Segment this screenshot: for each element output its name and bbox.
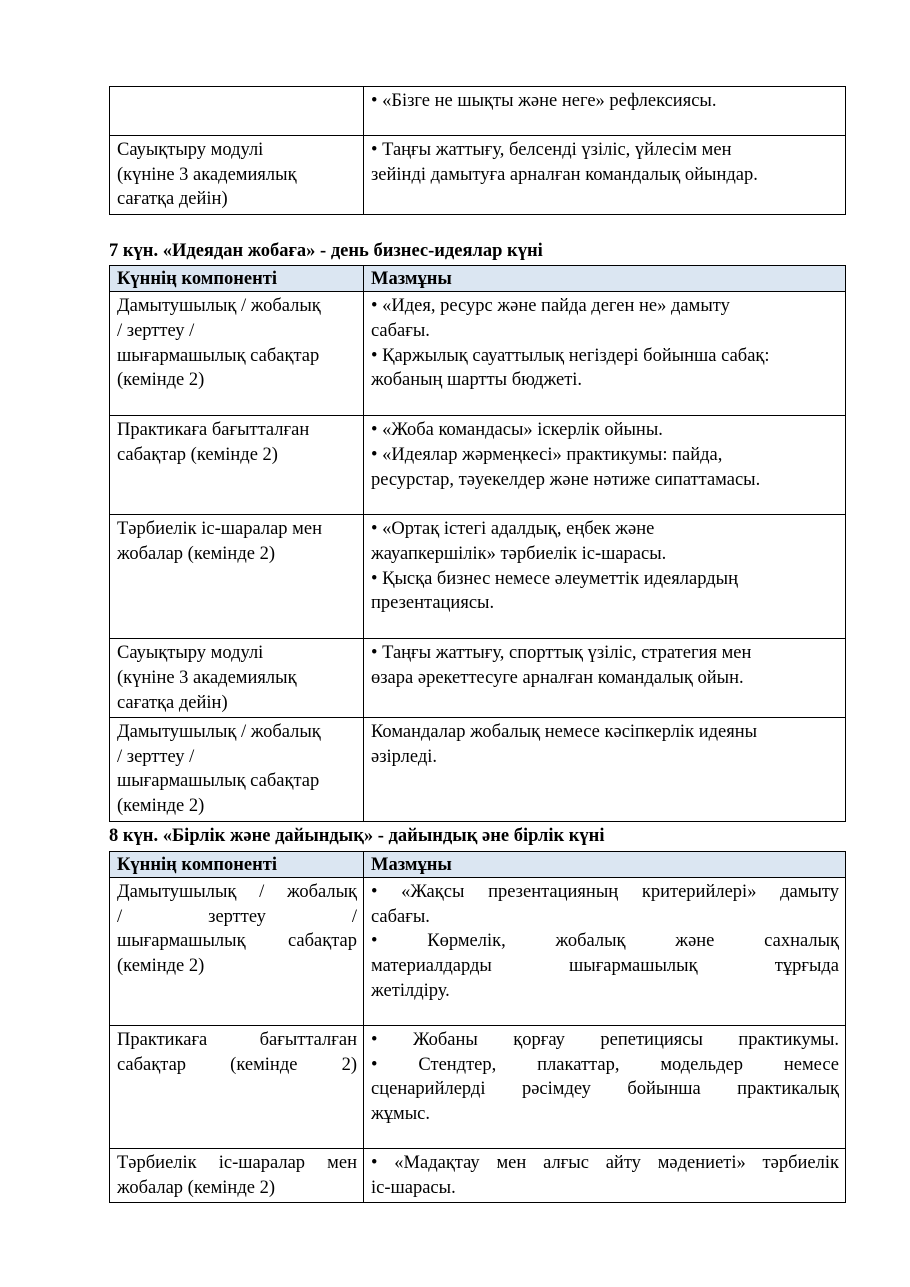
content-cell: • Таңғы жаттығу, спорттық үзіліс, стратегия мен өзара әрекеттесуге арналған командалық ойын.	[364, 639, 846, 718]
component-cell: Тәрбиелік іс-шаралар мен жобалар (кемінде 2)	[110, 515, 364, 639]
table-row	[110, 1149, 846, 1203]
content-cell: Командалар жобалық немесе кәсіпкерлік идеяны әзірледі.	[364, 718, 846, 821]
day8-heading: 8 күн. «Бірлік және дайындық» - дайындық әне бірлік күні	[109, 825, 605, 846]
document-page	[109, 86, 845, 1203]
content-cell: • Жобаны қорғау репетициясы практикумы. • Стендтер, плакаттар, модельдер немесе сценарийлерді рәсімдеу бойынша практикалық жұмыс.	[364, 1026, 846, 1149]
component-cell: Практикаға бағытталған сабақтар (кемінде 2)	[110, 1026, 364, 1149]
content-cell: • «Бізге не шықты және неге» рефлексиясы.	[364, 87, 846, 136]
component-cell: Дамытушылық / жобалық / зерттеу / шығармашылық сабақтар (кемінде 2)	[110, 292, 364, 416]
day7-table	[109, 265, 846, 822]
content-cell: • «Ортақ істегі адалдық, еңбек және жауапкершілік» тәрбиелік іс-шарасы. • Қысқа бизнес немесе әлеуметтік идеялардың презентациясы.	[364, 515, 846, 639]
top-table	[109, 86, 846, 215]
component-cell: Тәрбиелік іс-шаралар мен жобалар (кемінде 2)	[110, 1149, 364, 1203]
header-component: Күннің компоненті	[110, 851, 364, 878]
content-cell: • «Жақсы презентацияның критерийлері» дамыту сабағы. • Көрмелік, жобалық және сахналық материалдарды шығармашылық тұрғыда жетілдіру.	[364, 878, 846, 1026]
component-cell: Сауықтыру модулі (күніне 3 академиялық сағатқа дейін)	[110, 136, 364, 215]
content-cell: • Таңғы жаттығу, белсенді үзіліс, үйлесім мен зейінді дамытуға арналған командалық ойындар.	[364, 136, 846, 215]
content-cell: • «Мадақтау мен алғыс айту мәдениеті» тәрбиелік іс-шарасы.	[364, 1149, 846, 1203]
day7-heading: 7 күн. «Идеядан жобаға» - день бизнес-идеялар күні	[109, 240, 543, 261]
table-row	[110, 136, 846, 215]
content-cell: • «Идея, ресурс және пайда деген не» дамыту сабағы. • Қаржылық сауаттылық негіздері бойынша сабақ: жобаның шартты бюджеті.	[364, 292, 846, 416]
header-content: Мазмұны	[364, 851, 846, 878]
component-cell: Дамытушылық / жобалық / зерттеу / шығармашылық сабақтар (кемінде 2)	[110, 718, 364, 821]
header-component: Күннің компоненті	[110, 265, 364, 292]
table-row	[110, 1026, 846, 1149]
table-row	[110, 416, 846, 515]
table-row	[110, 292, 846, 416]
component-cell: Практикаға бағытталған сабақтар (кемінде 2)	[110, 416, 364, 515]
component-cell: Дамытушылық / жобалық / зерттеу / шығармашылық сабақтар (кемінде 2)	[110, 878, 364, 1026]
component-cell	[110, 87, 364, 136]
content-cell: • «Жоба командасы» іскерлік ойыны. • «Идеялар жәрмеңкесі» практикумы: пайда, ресурстар, тәуекелдер және нәтиже сипаттамасы.	[364, 416, 846, 515]
table-header-row	[110, 265, 846, 292]
table-row	[110, 639, 846, 718]
header-content: Мазмұны	[364, 265, 846, 292]
table-row	[110, 718, 846, 821]
component-cell: Сауықтыру модулі (күніне 3 академиялық сағатқа дейін)	[110, 639, 364, 718]
table-row	[110, 515, 846, 639]
day8-table	[109, 851, 846, 1204]
table-row	[110, 878, 846, 1026]
table-header-row	[110, 851, 846, 878]
table-row	[110, 87, 846, 136]
